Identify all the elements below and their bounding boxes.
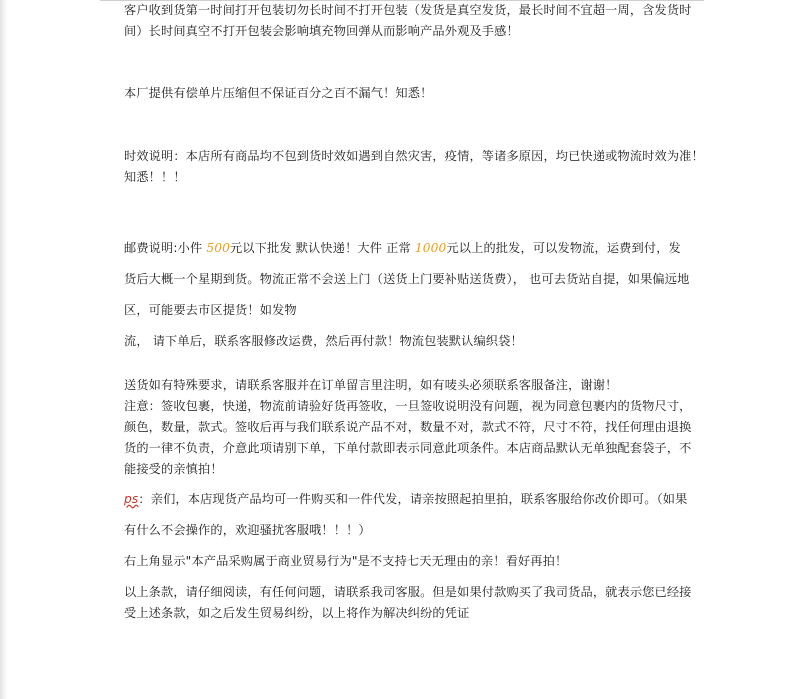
text-line: 能接受的亲慎拍！: [124, 462, 223, 476]
text-line: 送货如有特殊要求，请联系客服并在订单留言里注明，如有唛头必须联系客服备注，谢谢！: [124, 378, 618, 392]
text-line: 本厂提供有偿单片压缩但不保证百分之百不漏气！知悉！: [124, 86, 433, 100]
text-line: 知悉！！！: [124, 170, 186, 184]
ps-text: ：亲们，本店现货产品均可一件购买和一件代发，请亲按照起拍里拍，联系客服给你改价即可。（如果: [138, 492, 688, 506]
postage-text: 元以上的批发，可以发物流，运费到付，发: [446, 241, 681, 255]
paragraph-postage: [124, 238, 690, 352]
postage-threshold-small: 500: [206, 241, 231, 255]
text-line: 货的一律不负责，介意此项请别下单，下单付款即表示同意此项条件。本店商品默认无单独配套袋子，不: [124, 441, 692, 455]
paragraph-notes: [124, 375, 690, 480]
text-line: 流， 请下单后，联系客服修改运费，然后再付款！物流包装默认编织袋！: [124, 334, 523, 348]
text-line: 右上角显示"本产品采购属于商业贸易行为"是不支持七天无理由的亲！看好再拍！: [124, 554, 568, 568]
postage-text: 邮费说明:小件: [124, 241, 207, 255]
text-line: [124, 238, 690, 259]
text-line: 以上条款，请仔细阅读，有任何问题，请联系我司客服。但是如果付款购买了我司货品，就表示您已经接: [124, 585, 692, 599]
text-line: 时效说明：本店所有商品均不包到货时效如遇到自然灾害，疫情，等诸多原因，均已快递或物流时效为准！: [124, 149, 704, 163]
postage-text: 元以下批发 默认快递！大件 正常: [230, 241, 415, 255]
text-line: 颜色，数量，款式。签收后再与我们联系说产品不对，数量不对，款式不符，尺寸不符，找任何理由退换: [124, 420, 692, 434]
paragraph-terms: [124, 582, 690, 624]
text-line: 区，可能要去市区提货！如发物: [124, 303, 297, 317]
text-line: 受上述条款，如之后发生贸易纠纷，以上将作为解决纠纷的凭证: [124, 606, 470, 620]
text-line: 注意：签收包裹，快递，物流前请验好货再签收，一旦签收说明没有问题，视为同意包裹内的货物尺寸，: [124, 399, 692, 413]
paragraph-ps: [124, 489, 690, 541]
text-line: [124, 489, 690, 510]
text-line: 客户收到货第一时间打开包装切勿长时间不打开包装（发货是真空发货，最长时间不宜超一周，含发货时: [124, 3, 692, 17]
text-line: 货后大概一个星期到货。物流正常不会送上门（送货上门要补贴送货费）， 也可去货站自提，如果偏远地: [124, 272, 690, 286]
paragraph-shipping-check: [124, 0, 690, 42]
paragraph-trade: [124, 551, 690, 572]
paragraph-timeliness: [124, 146, 704, 188]
ps-label: ps: [124, 492, 139, 506]
text-line: 有什么不会操作的，欢迎骚扰客服哦！！！）: [124, 523, 371, 537]
paragraph-compression: [124, 83, 690, 104]
postage-threshold-large: 1000: [414, 241, 447, 255]
page-left-shadow: [0, 0, 7, 699]
text-line: 间）长时间真空不打开包装会影响填充物回弹从而影响产品外观及手感！: [124, 24, 519, 38]
